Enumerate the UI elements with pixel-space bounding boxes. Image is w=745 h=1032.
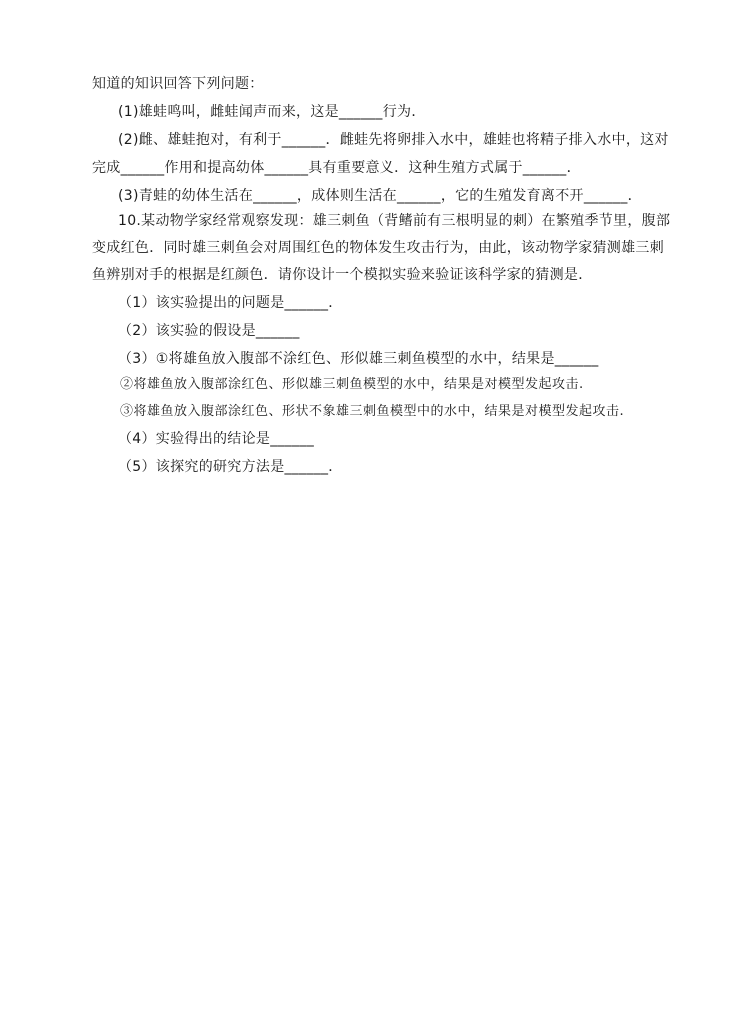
intro-line: 知道的知识回答下列问题：	[92, 76, 264, 92]
question-2: (2)雌、雄蛙抱对，有利于______．雌蛙先将卵排入水中，雄蛙也将精子排入水中，这对	[118, 132, 669, 148]
problem-10-line-1: 10.某动物学家经常观察发现：雄三刺鱼（背鳍前有三根明显的刺）在繁殖季节里，腹部	[118, 213, 671, 229]
sub-question-3-step-3: ③将雄鱼放入腹部涂红色、形状不象雄三刺鱼模型中的水中，结果是对模型发起攻击.	[120, 404, 625, 419]
sub-question-4: （4）实验得出的结论是______	[118, 431, 315, 447]
sub-question-5: （5）该探究的研究方法是______．	[118, 459, 343, 475]
sub-question-1: （1）该实验提出的问题是______．	[118, 295, 343, 311]
sub-question-3-step-2: ②将雄鱼放入腹部涂红色、形似雄三刺鱼模型的水中，结果是对模型发起攻击.	[120, 377, 584, 392]
sub-question-3: （3）①将雄鱼放入腹部不涂红色、形似雄三刺鱼模型的水中，结果是______	[118, 351, 599, 367]
problem-10-line-2: 变成红色．同时雄三刺鱼会对周围红色的物体发生攻击行为，由此，该动物学家猜测雄三刺	[92, 240, 664, 256]
question-2-continued: 完成______作用和提高幼体______具有重要意义．这种生殖方式属于______．	[92, 160, 581, 176]
sub-question-2: （2）该实验的假设是______	[118, 323, 300, 339]
question-3: (3)青蛙的幼体生活在______，成体则生活在______，它的生殖发育离不开______．	[118, 188, 642, 204]
problem-10-line-3: 鱼辨别对手的根据是红颜色．请你设计一个模拟实验来验证该科学家的猜测是．	[92, 267, 593, 283]
question-1: (1)雄蛙鸣叫，雌蛙闻声而来，这是______行为．	[118, 104, 426, 120]
